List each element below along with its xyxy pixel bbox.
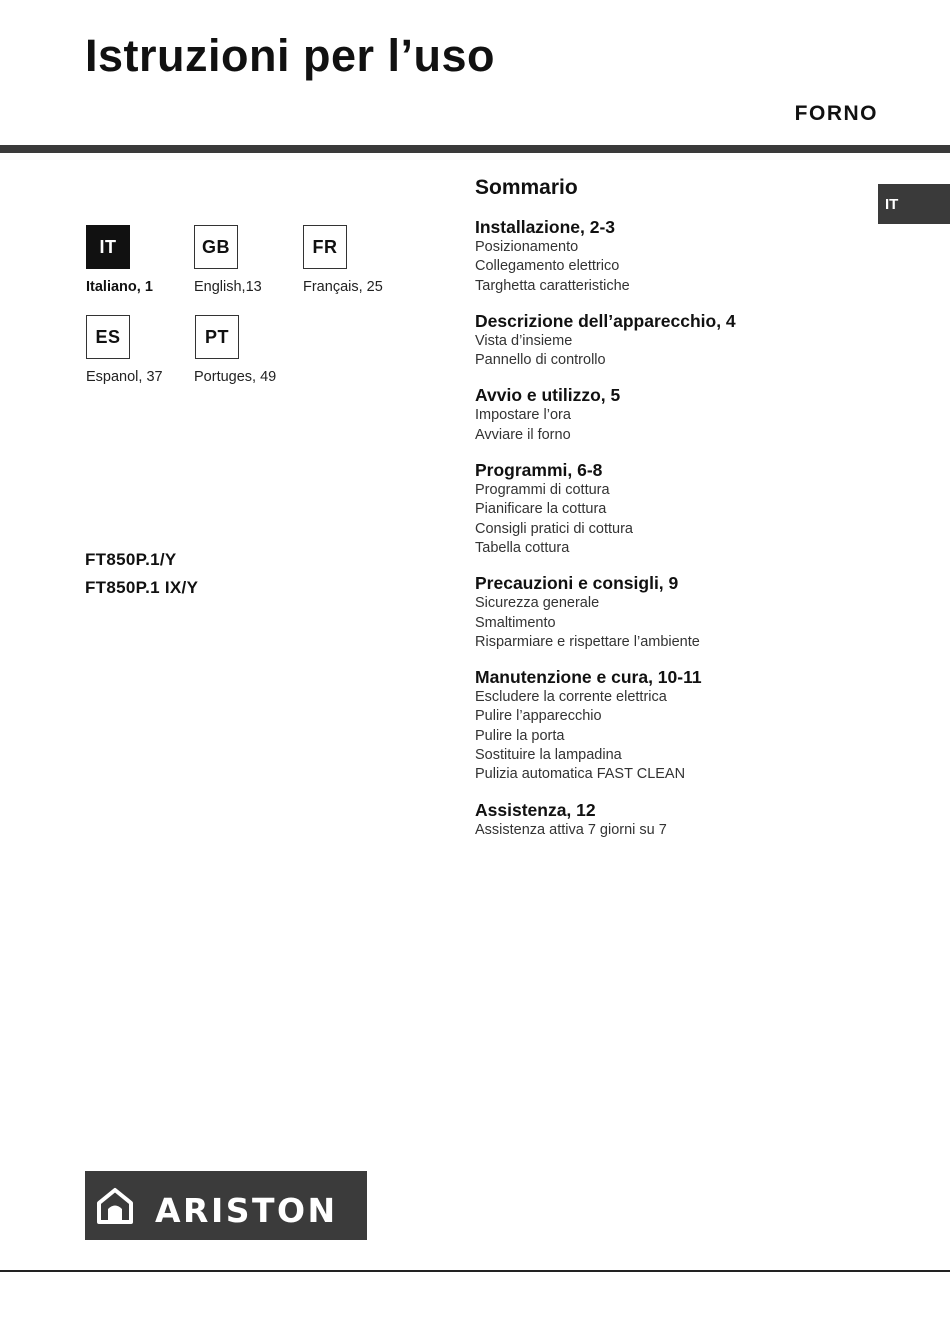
toc-section <box>475 666 875 784</box>
toc-section-title: Programmi, 6-8 <box>475 460 603 481</box>
toc-item: Pulire la porta <box>475 727 565 744</box>
toc-item: Sostituire la lampadina <box>475 747 622 764</box>
language-box-es[interactable]: ES <box>86 315 130 359</box>
toc-item: Targhetta caratteristiche <box>475 277 630 294</box>
language-caption-pt: Portuges, 49 <box>194 369 277 385</box>
language-box-gb[interactable]: GB <box>194 225 238 269</box>
toc-item: Collegamento elettrico <box>475 258 620 275</box>
language-caption-fr: Français, 25 <box>303 279 383 295</box>
toc-item: Pulizia automatica FAST CLEAN <box>475 766 686 783</box>
brand-name: ARISTON <box>155 1191 338 1230</box>
toc-item: Smaltimento <box>475 614 556 631</box>
language-box-pt[interactable]: PT <box>195 315 239 359</box>
language-caption-es: Espanol, 37 <box>86 369 163 385</box>
toc-section-title: Avvio e utilizzo, 5 <box>475 385 621 406</box>
model-number: FT850P.1 IX/Y <box>85 578 199 597</box>
toc-item: Assistenza attiva 7 giorni su 7 <box>475 821 667 838</box>
toc-section <box>475 384 875 445</box>
toc-section-title: Manutenzione e cura, 10-11 <box>475 667 702 688</box>
model-number: FT850P.1/Y <box>85 550 177 569</box>
toc-item: Avviare il forno <box>475 426 571 443</box>
table-of-contents <box>475 176 875 854</box>
toc-section <box>475 459 875 558</box>
toc-item: Pannello di controllo <box>475 352 606 369</box>
product-label: FORNO <box>794 102 878 125</box>
toc-item: Pianificare la cottura <box>475 501 607 518</box>
toc-item: Posizionamento <box>475 239 579 255</box>
toc-section-title: Descrizione dell’apparecchio, 4 <box>475 310 736 331</box>
toc-item: Programmi di cottura <box>475 482 610 499</box>
brand-logo <box>85 1171 367 1240</box>
language-caption-it: Italiano, 1 <box>86 279 153 295</box>
toc-item: Escludere la corrente elettrica <box>475 689 667 706</box>
language-caption-gb: English,13 <box>194 279 262 295</box>
footer-divider <box>0 1270 950 1272</box>
language-tab: IT <box>878 184 950 224</box>
page-title: Istruzioni per l’uso <box>85 30 496 81</box>
toc-section-title: Assistenza, 12 <box>475 799 596 820</box>
toc-item: Tabella cottura <box>475 539 570 556</box>
toc-item: Impostare l’ora <box>475 407 571 424</box>
toc-section <box>475 799 875 840</box>
toc-item: Consigli pratici di cottura <box>475 520 633 537</box>
toc-section <box>475 310 875 371</box>
toc-section-title: Precauzioni e consigli, 9 <box>475 573 679 594</box>
toc-section <box>475 572 875 652</box>
house-icon <box>95 1187 135 1225</box>
toc-item: Pulire l’apparecchio <box>475 708 602 725</box>
toc-section-title: Installazione, 2-3 <box>475 217 616 237</box>
header-divider <box>0 145 950 153</box>
toc-section <box>475 216 875 296</box>
toc-heading: Sommario <box>475 176 578 199</box>
toc-item: Sicurezza generale <box>475 595 600 612</box>
language-box-fr[interactable]: FR <box>303 225 347 269</box>
language-box-it[interactable]: IT <box>86 225 130 269</box>
toc-item: Vista d’insieme <box>475 332 573 349</box>
toc-item: Risparmiare e rispettare l’ambiente <box>475 633 700 650</box>
